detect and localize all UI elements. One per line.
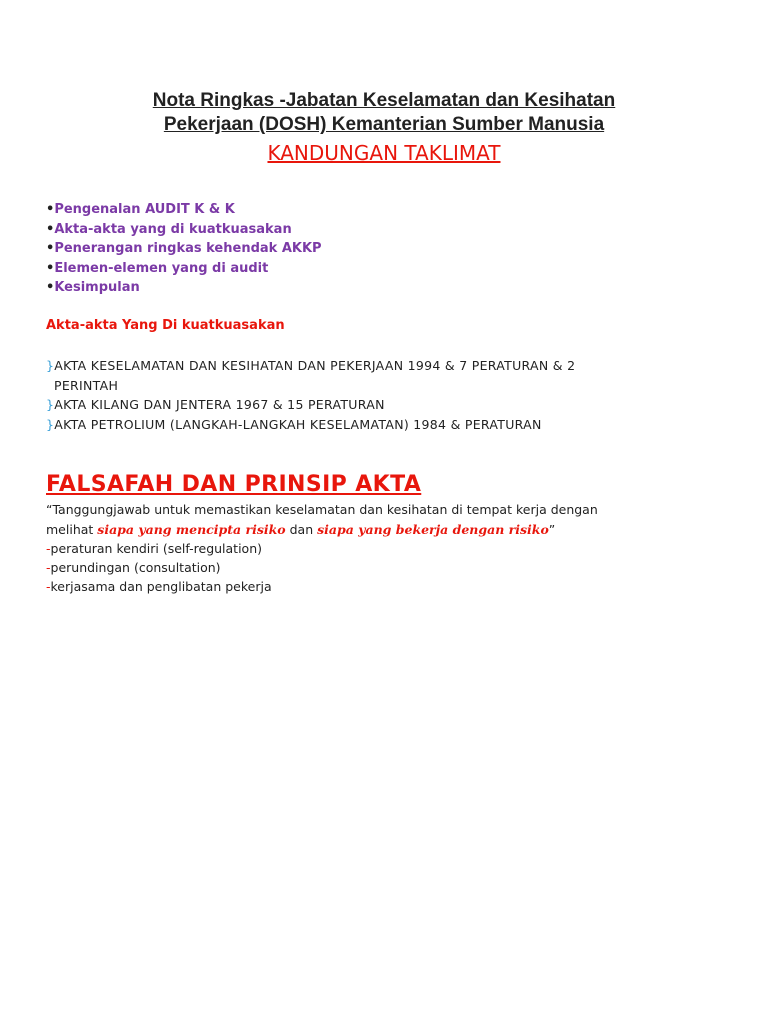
contents-item bbox=[46, 239, 322, 259]
act-item-label: AKTA KILANG DAN JENTERA 1967 & 15 PERATURAN bbox=[54, 397, 385, 412]
act-item-label-continued: PERINTAH bbox=[54, 377, 119, 393]
dash-marker-icon: - bbox=[46, 579, 51, 594]
act-item bbox=[46, 415, 666, 435]
act-item-label: AKTA KESELAMATAN DAN KESIHATAN DAN PEKERJAAN 1994 & 7 PERATURAN & 2 bbox=[54, 358, 576, 373]
brace-marker-icon: } bbox=[46, 416, 55, 432]
section-title-kandungan: KANDUNGAN TAKLIMAT bbox=[267, 141, 501, 165]
dash-marker-icon: - bbox=[46, 541, 51, 556]
contents-item-label: Kesimpulan bbox=[54, 280, 140, 296]
principle-item bbox=[46, 558, 272, 577]
act-item bbox=[46, 395, 666, 415]
quote-emphasis: siapa yang bekerja dengan risiko bbox=[317, 522, 549, 537]
brace-marker-icon: } bbox=[46, 358, 55, 373]
quote-text: ” bbox=[548, 522, 556, 537]
quote-emphasis: siapa yang mencipta risiko bbox=[97, 522, 286, 537]
principle-item bbox=[46, 539, 272, 558]
bullet-icon: • bbox=[46, 202, 55, 217]
contents-item-label: Elemen-elemen yang di audit bbox=[54, 260, 269, 276]
dash-marker-icon: - bbox=[46, 560, 51, 575]
philosophy-quote bbox=[46, 500, 646, 540]
quote-text: dan bbox=[289, 522, 314, 537]
contents-item bbox=[46, 200, 322, 220]
act-item-label: AKTA PETROLIUM (LANGKAH-LANGKAH KESELAMATAN) 1984 & PERATURAN bbox=[54, 416, 542, 432]
contents-item bbox=[46, 220, 322, 240]
bullet-icon: • bbox=[46, 241, 55, 257]
quote-text: melihat bbox=[46, 522, 94, 537]
contents-item bbox=[46, 259, 322, 279]
contents-list bbox=[46, 200, 322, 298]
acts-list bbox=[46, 356, 666, 434]
document-title-line-2: Pekerjaan (DOSH) Kemanterian Sumber Manusia bbox=[163, 114, 605, 135]
principle-item-label: peraturan kendiri (self-regulation) bbox=[50, 541, 263, 556]
principle-item bbox=[46, 577, 272, 596]
bullet-icon: • bbox=[46, 221, 55, 237]
quote-text: “Tanggungjawab untuk memastikan keselamatan dan kesihatan di tempat kerja dengan bbox=[46, 502, 598, 517]
philosophy-heading: FALSAFAH DAN PRINSIP AKTA bbox=[46, 472, 422, 497]
contents-item-label: Akta-akta yang di kuatkuasakan bbox=[54, 221, 292, 237]
acts-section-heading: Akta-akta Yang Di kuatkuasakan bbox=[46, 318, 285, 333]
brace-marker-icon: } bbox=[46, 397, 55, 412]
act-item bbox=[46, 356, 666, 395]
bullet-icon: • bbox=[46, 260, 55, 276]
principle-item-label: kerjasama dan penglibatan pekerja bbox=[50, 579, 272, 594]
bullet-icon: • bbox=[46, 280, 55, 296]
contents-item-label: Penerangan ringkas kehendak AKKP bbox=[54, 241, 322, 257]
contents-item bbox=[46, 278, 322, 298]
principles-list bbox=[46, 539, 272, 596]
contents-item-label: Pengenalan AUDIT K & K bbox=[54, 202, 235, 217]
document-title-line-1: Nota Ringkas -Jabatan Keselamatan dan Kesihatan bbox=[152, 90, 616, 111]
principle-item-label: perundingan (consultation) bbox=[50, 560, 221, 575]
